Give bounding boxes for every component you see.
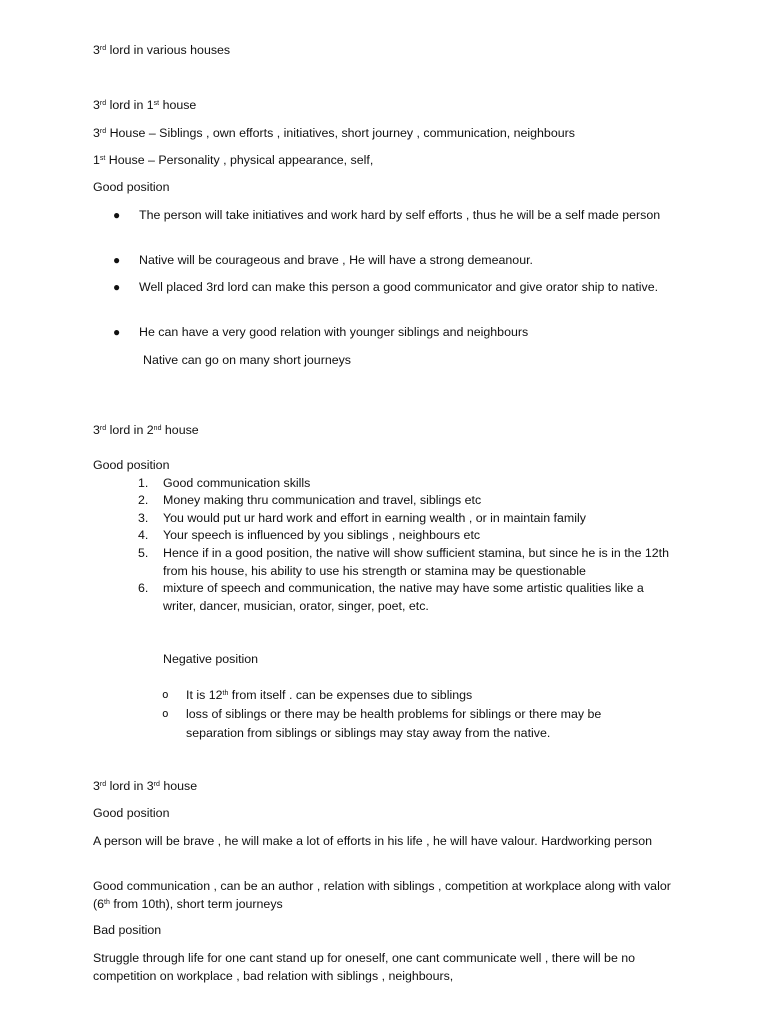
bullet-item: Well placed 3rd lord can make this person a good communicator and give orator ship to native. <box>139 280 659 294</box>
bullet-dot: ● <box>113 253 121 267</box>
list-number: 5. <box>138 546 149 560</box>
list-number: 3. <box>138 511 149 525</box>
numbered-item: You would put ur hard work and effort in earning wealth , or in maintain family <box>163 511 586 525</box>
third-house-definition: 3rd House – Siblings , own efforts , initiatives, short journey , communication, neighbours <box>93 126 575 140</box>
negative-item: It is 12th from itself . can be expenses due to siblings <box>186 688 473 702</box>
list-number: 6. <box>138 581 149 595</box>
paragraph: Good communication , can be an author , relation with siblings , competition at workplace along with valor (6th from 10th), short term journeys <box>93 879 671 911</box>
short-journeys-note: Native can go on many short journeys <box>143 353 351 367</box>
circle-bullet: o <box>162 707 169 720</box>
section-heading-3rd-house: 3rd lord in 3rd house <box>93 779 198 793</box>
bad-position-label: Bad position <box>93 923 162 937</box>
bullet-dot: ● <box>113 280 121 294</box>
bullet-dot: ● <box>113 325 121 339</box>
good-position-label: Good position <box>93 806 170 820</box>
first-house-definition: 1st House – Personality , physical appearance, self, <box>93 153 374 167</box>
section-heading-1st-house: 3rd lord in 1st house <box>93 98 197 112</box>
good-position-label: Good position <box>93 180 170 194</box>
list-number: 4. <box>138 528 149 542</box>
negative-item: loss of siblings or there may be health problems for siblings or there may be separation from siblings or siblings may stay away from the native. <box>186 707 602 740</box>
paragraph: A person will be brave , he will make a lot of efforts in his life , he will have valour. Hardworking person <box>93 834 652 848</box>
paragraph: Struggle through life for one cant stand up for oneself, one cant communicate well , there will be no competition on workplace , bad relation with siblings , neighbours, <box>93 951 636 983</box>
good-position-label: Good position <box>93 458 170 472</box>
numbered-item: Good communication skills <box>163 476 311 490</box>
list-number: 2. <box>138 493 149 507</box>
document-title: 3rd lord in various houses <box>93 43 231 57</box>
numbered-item: mixture of speech and communication, the native may have some artistic qualities like a writer, dancer, musician, orator, singer, poet, etc. <box>163 581 644 613</box>
numbered-item: Hence if in a good position, the native will show sufficient stamina, but since he is in the 12th from his house, his ability to use his strength or stamina may be questionable <box>163 546 670 578</box>
numbered-item: Money making thru communication and travel, siblings etc <box>163 493 482 507</box>
list-number: 1. <box>138 476 149 490</box>
bullet-item: Native will be courageous and brave , He will have a strong demeanour. <box>139 253 533 267</box>
negative-position-label: Negative position <box>163 652 259 666</box>
numbered-item: Your speech is influenced by you siblings , neighbours etc <box>163 528 481 542</box>
bullet-dot: ● <box>113 208 121 222</box>
bullet-item: The person will take initiatives and work hard by self efforts , thus he will be a self made person <box>139 208 661 222</box>
section-heading-2nd-house: 3rd lord in 2nd house <box>93 423 199 437</box>
circle-bullet: o <box>162 688 169 701</box>
bullet-item: He can have a very good relation with younger siblings and neighbours <box>139 325 529 339</box>
